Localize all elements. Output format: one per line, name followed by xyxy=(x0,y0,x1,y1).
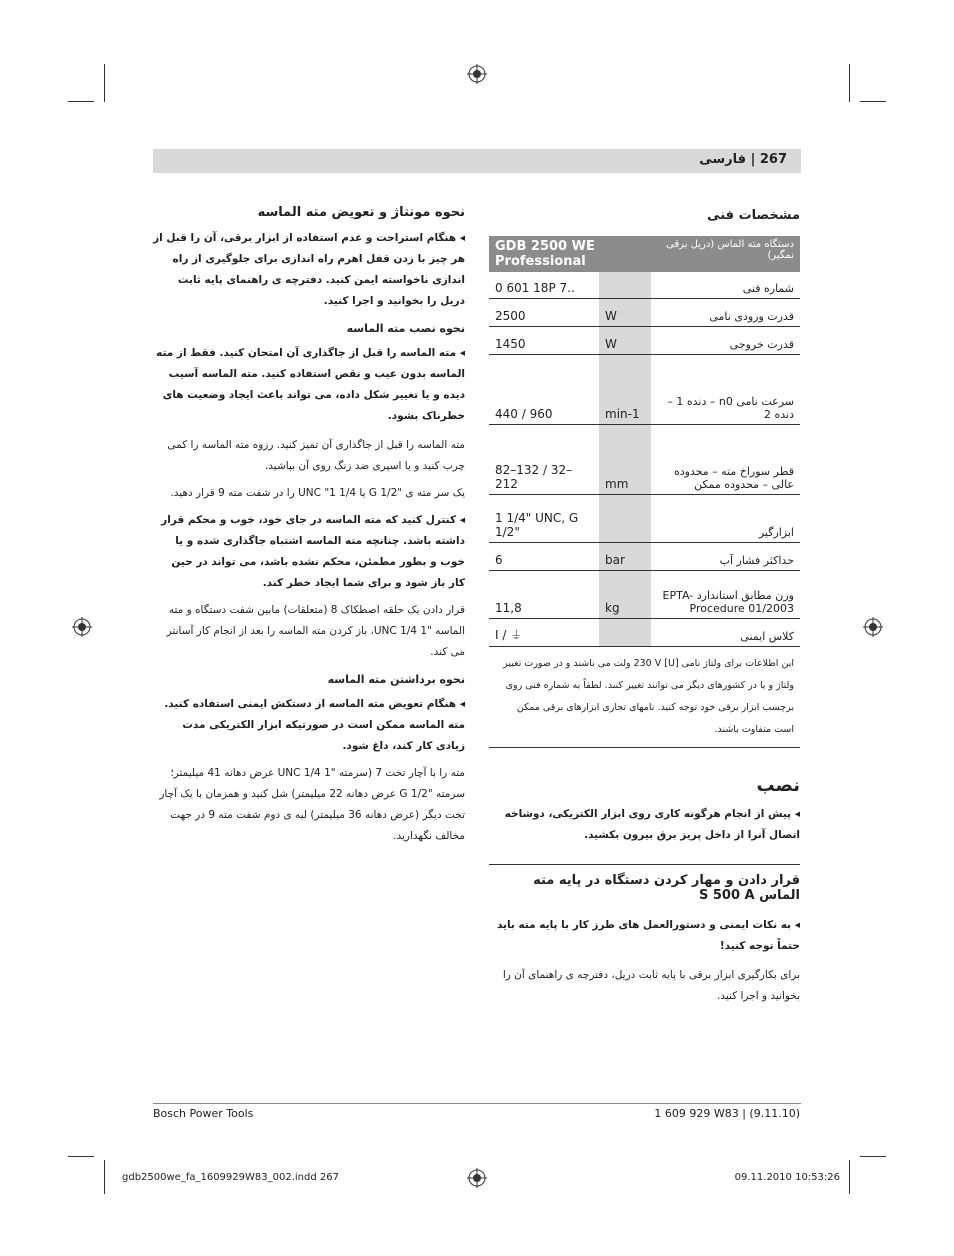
section-title: نصب xyxy=(756,775,800,796)
registration-mark-icon xyxy=(467,1168,487,1188)
spec-value: 1450 xyxy=(489,326,599,354)
spec-unit xyxy=(599,272,651,298)
paragraph: یک سر مته ی "1/2 G یا UNC "1 1/4 را در شفت مته 9 قرار دهید. xyxy=(170,487,465,499)
crop-mark xyxy=(104,1160,105,1194)
slug-timestamp: 09.11.2010 10:53:26 xyxy=(734,1172,840,1183)
page-number: 267 xyxy=(759,152,787,167)
paragraph: مته را با آچار تخت 7 (سرمته "1 1/4 UNC عرض دهانه 41 میلیمتر؛ سرمته "1/2 G عرض دهانه 22 میلیمتر) شل کنید و همزمان با یک آچار تخت دیگر (عرض دهانه 36 میلیمتر) لبه ی دوم شفت مته 9 در جهت مخالف نگهدارید. xyxy=(159,767,465,842)
spec-value: 1 1/4" UNC, G 1/2" xyxy=(489,494,599,542)
section-title: نحوه مونتاژ و تعویض مته الماسه xyxy=(257,205,465,220)
paragraph: قرار دادن یک حلقه اصطکاک 8 (متعلقات) مابین شفت دستگاه و مته الماسه "1 1/4 UNC، باز کردن مته الماسه را بعد از انجام کار آسانتر می کند. xyxy=(166,604,465,658)
section-title: نحوه برداشتن مته الماسه xyxy=(327,673,465,686)
crop-mark xyxy=(849,64,850,102)
spec-unit: W xyxy=(599,298,651,326)
spec-label: شماره فنی xyxy=(651,272,800,298)
section-title: نحوه نصب مته الماسه xyxy=(346,322,465,335)
crop-mark xyxy=(860,1156,886,1157)
spec-label: ابزارگیر xyxy=(651,494,800,542)
spec-unit: kg xyxy=(599,570,651,618)
bullet-paragraph: ◂ پیش از انجام هرگونه کاری روی ابزار الکتریکی، دوشاخه اتصال آنرا از داخل پریز برق بیرون بکشید. xyxy=(504,808,800,841)
table-row xyxy=(489,618,800,646)
spec-value: 2500 xyxy=(489,298,599,326)
crop-mark xyxy=(849,1160,850,1194)
spec-value: 82–132 / 32–212 xyxy=(489,424,599,494)
model-name: GDB 2500 WE Professional xyxy=(489,236,651,272)
table-row xyxy=(489,570,800,618)
spec-label: سرعت نامی n0 – دنده 1 – دنده 2 xyxy=(651,354,800,424)
spec-unit xyxy=(599,618,651,646)
table-row xyxy=(489,354,800,424)
crop-mark xyxy=(104,64,105,102)
slug-filename: gdb2500we_fa_1609929W83_002.indd 267 xyxy=(122,1172,339,1183)
device-label: دستگاه مته الماس (دریل برقی نمگیر) xyxy=(651,236,800,272)
crop-mark xyxy=(68,1156,94,1157)
bullet-paragraph: ◂ کنترل کنید که مته الماسه در جای خود، خوب و محکم قرار داشته باشد. چنانچه مته الماسه اشتباه جاگذاری شده و یا خوب و بطور مطمئن، محکم نشده باشد، می تواند در حین کار باز شود و برای شما ایجاد خطر کند. xyxy=(161,514,465,589)
table-row xyxy=(489,326,800,354)
specs-table xyxy=(489,236,800,748)
table-note-row xyxy=(489,646,800,747)
right-column-lower xyxy=(489,775,800,1007)
spec-label: وزن مطابق استاندارد EPTA-Procedure 01/2003 xyxy=(651,570,800,618)
spec-unit: bar xyxy=(599,542,651,570)
page-language: فارسی xyxy=(699,152,747,167)
paragraph: مته الماسه را قبل از جاگذاری آن تمیز کنید. رزوه مته الماسه را کمی چرب کنید و یا اسپری ضد زنگ روی آن بپاشید. xyxy=(167,439,465,472)
section-divider xyxy=(489,864,800,865)
registration-mark-icon xyxy=(467,64,487,84)
spec-label: قطر سوراخ مته – محدوده عالی – محدوده ممکن xyxy=(651,424,800,494)
spec-unit xyxy=(599,494,651,542)
page-header xyxy=(153,149,801,173)
table-row xyxy=(489,494,800,542)
left-column xyxy=(153,205,465,847)
registration-mark-icon xyxy=(72,617,92,637)
page-header-text: 267 | فارسی xyxy=(699,152,787,167)
spec-label: قدرت خروجی xyxy=(651,326,800,354)
table-row xyxy=(489,298,800,326)
footer-divider xyxy=(153,1103,801,1104)
spec-label: حداکثر فشار آب xyxy=(651,542,800,570)
spec-label: کلاس ایمنی xyxy=(651,618,800,646)
table-row xyxy=(489,272,800,298)
specs-table-header xyxy=(489,236,800,272)
bullet-paragraph: ◂ مته الماسه را قبل از جاگذاری آن امتحان کنید. فقط از مته الماسه بدون عیب و نقص استفاده کنید. مته الماسه آسیب دیده و یا تغییر شکل داده، می تواند باعث ایجاد وضعیت های خطرناک بشود. xyxy=(156,347,465,422)
bullet-paragraph: ◂ به نکات ایمنی و دستورالعمل های طرز کار با پایه مته باید حتماً توجه کنید! xyxy=(496,919,800,952)
spec-unit: W xyxy=(599,326,651,354)
section-title: قرار دادن و مهار کردن دستگاه در پایه مته الماس S 500 A xyxy=(533,873,800,903)
table-row xyxy=(489,542,800,570)
registration-mark-icon xyxy=(863,617,883,637)
footer-brand: Bosch Power Tools xyxy=(153,1107,254,1120)
paragraph: برای بکارگیری ابزار برقی با پایه ثابت دریل، دفترچه ی راهنمای آن را بخوانید و اجرا کنید. xyxy=(502,969,800,1002)
crop-mark xyxy=(860,101,886,102)
spec-value: 440 / 960 xyxy=(489,354,599,424)
spec-value: 6 xyxy=(489,542,599,570)
bullet-paragraph: ◂ هنگام استراحت و عدم استفاده از ابزار برقی، آن را قبل از هر چیز با زدن قفل اهرم راه اندازی برای جلوگیری از راه اندازی ناخواسته ایمن کنید. دفترچه ی راهنمای پایه ثابت دریل را بخوانید و اجرا کنید. xyxy=(153,232,465,307)
spec-value: 11,8 xyxy=(489,570,599,618)
table-note: این اطلاعات برای ولتاژ نامی [U] 230 V ولت می باشند و در صورت تغییر ولتاژ و یا در کشورهای دیگر می توانند تغییر کنند. لطفاً به شماره فنی روی برچسب ابزار برقی خود توجه کنید. نامهای تجاری ابزارهای برقی ممکن است متفاوت باشند. xyxy=(489,646,800,747)
spec-value: 0 601 18P 7.. xyxy=(489,272,599,298)
crop-mark xyxy=(68,101,94,102)
spec-label: قدرت ورودی نامی xyxy=(651,298,800,326)
spec-unit: mm xyxy=(599,424,651,494)
footer-docnumber: 1 609 929 W83 | (9.11.10) xyxy=(654,1107,800,1120)
table-row xyxy=(489,424,800,494)
spec-value: I / ⏚ xyxy=(489,618,599,646)
bullet-paragraph: ◂ هنگام تعویض مته الماسه از دستکش ایمنی استفاده کنید. مته الماسه ممکن است در صورتیکه ابزار الکتریکی مدت زیادی کار کند، داغ شود. xyxy=(164,698,465,752)
specs-title: مشخصات فنی xyxy=(707,208,800,223)
spec-unit: min-1 xyxy=(599,354,651,424)
